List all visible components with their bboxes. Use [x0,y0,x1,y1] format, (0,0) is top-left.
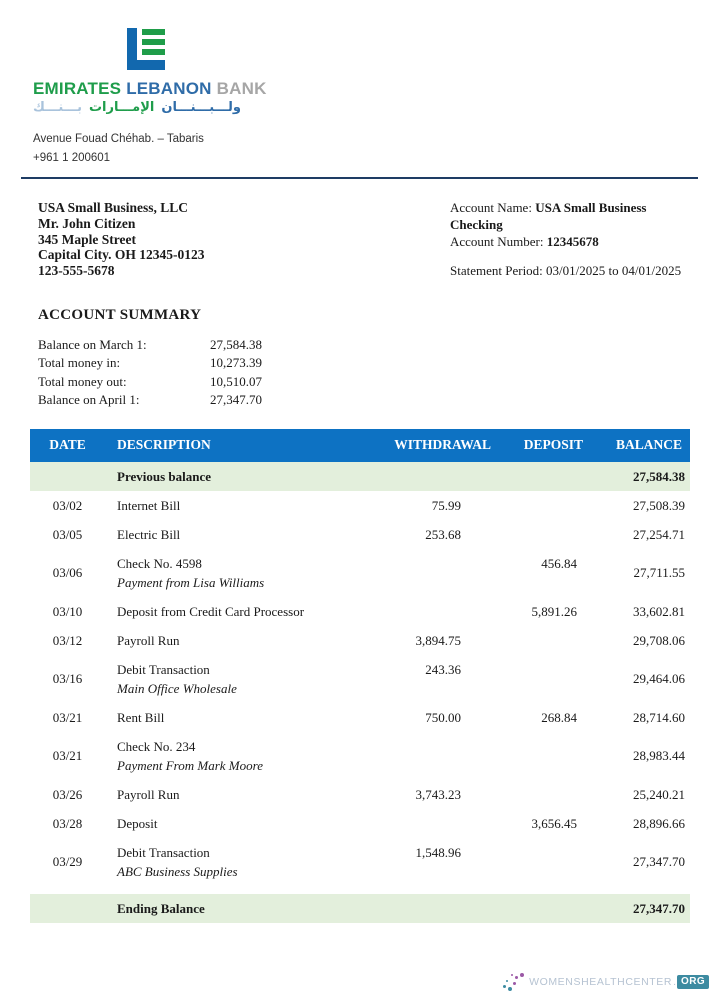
bank-address-street: Avenue Fouad Chéhab. – Tabaris [33,133,204,145]
ending-balance-deposit-cell [495,894,587,923]
summary-label: Balance on April 1: [38,392,140,407]
footer-org-badge: ORG [677,975,709,990]
summary-value: 10,510.07 [210,373,262,389]
bank-address [33,130,720,168]
footer-separator: . [673,976,677,988]
transaction-deposit [495,626,587,655]
transaction-balance: 27,508.39 [633,497,685,513]
transaction-row [30,520,690,549]
bank-name-lebanon: LEBANON [126,79,212,98]
transaction-balance: 25,240.21 [633,786,685,802]
customer-address-block [38,200,205,280]
transaction-balance: 29,708.06 [633,632,685,648]
transaction-row [30,838,690,886]
transaction-description-sub: ABC Business Supplies [117,863,238,879]
transaction-deposit: 3,656.45 [531,815,577,831]
transaction-balance: 27,254.71 [633,526,685,542]
transactions-header-row [30,429,690,462]
transaction-withdrawal: 1,548.96 [415,844,461,860]
transaction-withdrawal [385,597,495,626]
transaction-balance: 28,714.60 [633,709,685,725]
transaction-row [30,780,690,809]
transaction-withdrawal: 253.68 [425,526,461,542]
transaction-deposit [495,655,587,703]
transaction-date: 03/21 [52,748,83,763]
bank-phone: +961 1 200601 [33,151,111,164]
transaction-deposit [495,732,587,780]
summary-label: Total money out: [38,373,127,389]
transaction-description [105,626,385,655]
transaction-description [105,732,385,780]
transaction-deposit: 456.84 [541,555,577,571]
transaction-row [30,626,690,655]
customer-address-line: Capital City. OH 12345-0123 [38,247,205,263]
transaction-date: 03/05 [52,526,83,542]
transaction-date: 03/06 [52,565,83,580]
header-withdrawal: WITHDRAWAL [385,429,495,462]
summary-value: 27,584.38 [210,336,262,352]
transaction-balance: 27,711.55 [633,565,685,580]
transaction-description [105,520,385,549]
bank-name-arabic [33,100,720,115]
transaction-withdrawal: 75.99 [431,497,461,513]
header-date: DATE [30,429,105,462]
dots-swoosh-icon [502,973,526,991]
transaction-deposit [495,780,587,809]
logo-green-bar [142,39,165,45]
transaction-deposit [495,520,587,549]
transaction-description [105,655,385,703]
statement-period-line [450,263,688,280]
transaction-withdrawal [385,549,495,597]
account-number-label: Account Number: [450,233,547,249]
footer-site-name: WOMENSHEALTHCENTER [529,976,673,988]
transaction-deposit: 268.84 [541,709,577,725]
transaction-description-main: Debit Transaction [117,661,210,677]
previous-balance-withdrawal-cell [385,462,495,491]
transaction-withdrawal: 3,743.23 [415,786,461,802]
header-description: DESCRIPTION [105,429,385,462]
table-spacer-cell [30,886,690,894]
transaction-description-main: Check No. 234 [117,738,196,754]
bank-name-emirates: EMIRATES [33,79,122,98]
transaction-date: 03/02 [52,497,83,513]
statement-period-label: Statement Period: [450,262,547,278]
ending-balance-date-cell [30,894,105,923]
transactions-table [30,429,690,923]
transaction-row [30,549,690,597]
transaction-description [105,549,385,597]
logo-green-bar [142,49,165,55]
transaction-description-sub: Payment From Mark Moore [117,757,263,773]
statement-period-value: 03/01/2025 to 04/01/2025 [546,262,682,278]
transaction-date: 03/12 [52,632,83,648]
summary-label: Total money in: [38,355,121,370]
transaction-balance: 28,896.66 [633,815,685,831]
transaction-row [30,655,690,703]
ending-balance-row [30,894,690,923]
transaction-description-main: Internet Bill [117,497,181,513]
transaction-description-main: Electric Bill [117,526,181,542]
account-summary-rows [38,336,720,410]
summary-value: 10,273.39 [210,355,262,370]
account-name-line [450,200,688,234]
summary-label: Balance on March 1: [38,336,147,352]
transaction-balance: 33,602.81 [633,603,685,619]
transaction-date: 03/16 [52,671,83,686]
transaction-description [105,780,385,809]
transaction-row [30,597,690,626]
arabic-word-lebanon: ولـــبـــنـــان [161,100,241,115]
bank-name-bank: BANK [216,79,267,98]
account-name-value: USA Small Business Checking [450,199,647,232]
customer-address-line: 123-555-5678 [38,263,115,279]
transaction-deposit [495,838,587,886]
account-number-line [450,234,688,251]
header-divider [21,177,698,179]
account-info-block [450,200,688,280]
transaction-description [105,838,385,886]
account-summary-section [38,307,720,410]
transaction-description-main: Deposit from Credit Card Processor [117,603,305,619]
summary-row [38,391,720,410]
footer-watermark [502,973,709,991]
summary-row [38,354,720,373]
transaction-description [105,597,385,626]
transaction-description [105,703,385,732]
transaction-withdrawal: 3,894.75 [415,632,461,648]
summary-row [38,336,720,355]
transaction-deposit [495,491,587,520]
transaction-balance: 27,347.70 [633,854,685,869]
transaction-description-main: Payroll Run [117,786,180,802]
transaction-description-sub: Payment from Lisa Williams [117,574,265,590]
account-number-value: 12345678 [546,233,599,249]
customer-address-line: USA Small Business, LLC [38,199,189,215]
transaction-description-main: Debit Transaction [117,844,210,860]
transaction-row [30,703,690,732]
arabic-word-bank: بـــنـــك [33,100,82,115]
bank-logo-icon [127,28,165,70]
transactions-header [30,429,690,462]
account-name-label: Account Name: [450,199,536,215]
transaction-description-main: Rent Bill [117,709,165,725]
transaction-description-main: Check No. 4598 [117,555,202,571]
header-balance: BALANCE [587,429,690,462]
transaction-date: 03/29 [52,854,83,869]
transaction-date: 03/26 [52,786,83,802]
ending-balance-label: Ending Balance [105,894,385,923]
table-spacer-row [30,886,690,894]
header-deposit: DEPOSIT [495,429,587,462]
transaction-withdrawal [385,809,495,838]
transaction-description-main: Deposit [117,815,158,831]
transaction-description-main: Payroll Run [117,632,180,648]
transaction-row [30,491,690,520]
transaction-row [30,732,690,780]
customer-address-line: Mr. John Citizen [38,215,136,231]
previous-balance-amount: 27,584.38 [587,462,690,491]
previous-balance-deposit-cell [495,462,587,491]
ending-balance-amount: 27,347.70 [587,894,690,923]
customer-address-line: 345 Maple Street [38,231,136,247]
logo-green-bar [142,29,165,35]
transaction-balance: 29,464.06 [633,671,685,686]
transaction-deposit: 5,891.26 [531,603,577,619]
summary-row [38,373,720,392]
bank-name [33,79,720,99]
transaction-row [30,809,690,838]
transaction-description-sub: Main Office Wholesale [117,680,237,696]
summary-value: 27,347.70 [210,392,262,407]
transaction-balance: 28,983.44 [633,748,685,763]
transaction-date: 03/10 [52,603,83,619]
logo-horizontal-bar [127,60,165,70]
transaction-withdrawal: 243.36 [425,661,461,677]
account-summary-title: ACCOUNT SUMMARY [38,306,202,323]
transaction-description [105,809,385,838]
transaction-date: 03/21 [52,709,83,725]
transactions-footer [30,886,690,923]
previous-balance-label: Previous balance [105,462,385,491]
transaction-description [105,491,385,520]
previous-balance-date-cell [30,462,105,491]
transactions-body [30,462,690,886]
transaction-withdrawal [385,732,495,780]
transaction-withdrawal: 750.00 [425,709,461,725]
transaction-date: 03/28 [52,815,83,831]
ending-balance-withdrawal-cell [385,894,495,923]
bank-header [33,0,720,168]
arabic-word-emirates: الإمـــارات [88,100,155,115]
info-section [38,200,688,280]
previous-balance-row [30,462,690,491]
